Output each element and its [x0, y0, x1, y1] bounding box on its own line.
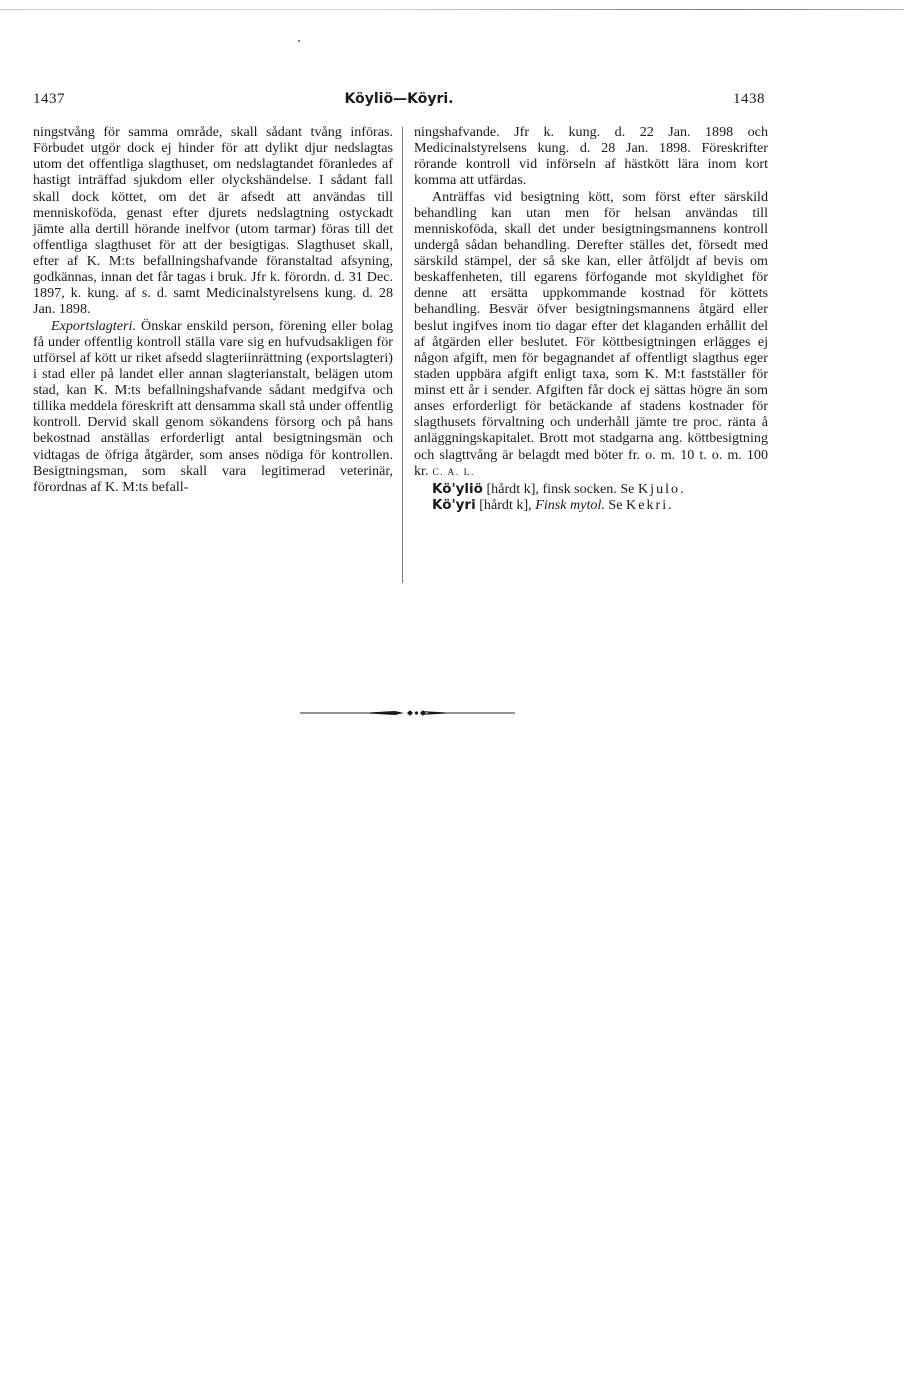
headword-koylio: Kö'yliö — [432, 480, 483, 497]
column-divider — [402, 127, 403, 583]
headword-koyri: Kö'yri — [432, 496, 476, 513]
top-edge-rule — [0, 9, 904, 10]
ornament-dot — [415, 711, 418, 714]
entry-koylio-text: [hårdt k], finsk socken. Se — [482, 480, 638, 497]
entry-koylio — [414, 481, 768, 497]
author-signature: C. A. L. — [432, 467, 475, 478]
page-header — [33, 91, 765, 111]
page-number-right: 1438 — [733, 91, 765, 107]
cross-reference-kjulo: Kjulo. — [637, 480, 686, 497]
running-title: Köyliö—Köyri. — [344, 91, 454, 107]
exportslagteri-heading: Exportslagteri. — [51, 317, 136, 334]
left-column — [33, 124, 393, 495]
right-column — [414, 124, 768, 513]
entry-koyri-italic: Finsk mytol. — [535, 496, 605, 513]
right-paragraph-2-text: Anträffas vid besigtning kött, som först efter särskild behandling kan utan men för helsan användas till menniskoföda, skall det under besigtningsmannens kontroll undergå sådan behandling. Derefter ställes det, försedt med särskild stämpel, der så ske kan, eller åtföljdt af bevis om beskaffenheten, till egarens förfogande mot skyldighet för denne att ersätta uppkommande kostnad för köttets behandling. Besvär öfver besigtningsmannens åtgärd eller beslut ingifves inom tio dagar efter det klaganden erhållit del af åtgärden eller beslutet. För köttbesigtningen erlägges ej någon afgift, men för begagnandet af offentligt slagthus eger staden uppbära afgift enligt taxa, som K. M:t fastställer för minst ett år i sender. Afgiften får dock ej sättas högre än som anses erforderligt för betäckande af stadens kostnader för slagthusets förvaltning och underhåll jämte tre proc. ränta å anläggningskapitalet. Brott mot stadgarna ang. köttbesigtning och slagttvång är belagdt med böter fr. o. m. 10 t. o. m. 100 kr. — [414, 188, 768, 479]
left-paragraph-1: ningstvång för samma område, skall sådant tvång införas. Förbudet utgör dock ej hinder för att dylikt djur nedslagtas utom det offentliga slagthuset, om nedslagtandet föranledes af hastigt inträffad sjukdom eller olyckshändelse. I sådant fall skall dock köttet, om det är afsedt att användas till menniskoföda, genast efter djurets nedslagtning ostyckadt jämte alla dertill hörande inelfvor (utom tarmar) föras till det offentliga slagthuset för att der besigtigas. Slagthuset skall, efter af K. M:ts befallningshafvande föranstaltad afsyning, godkännas, innan det får tagas i bruk. Jfr k. förordn. d. 31 Dec. 1897, k. kung. af s. d. samt Medicinalstyrelsens kung. d. 28 Jan. 1898. — [33, 124, 393, 318]
right-paragraph-2 — [414, 189, 768, 481]
end-ornament — [300, 708, 515, 718]
exportslagteri-body: Önskar enskild person, förening eller bolag få under offentlig kontroll ställa vare sig en hufvudsakligen för utförsel af kött ur riket afsedd slagteriinrättning (exportslagteri) i stad eller på landet eller annan slagterianstalt, belägen utom stad, kan K. M:ts befallningshafvande sådant medgifva och tillika meddela föreskrift att densamma skall stå under offentlig kontroll. Dervid skall genom sökandens försorg och på hans bekostnad anställas erforderligt antal besigtningsmän och vidtagas de öfriga åtgärder, som anses nödiga för kontrollen. Besigtningsman, som skall vara legitimerad veterinär, förordnas af K. M:ts befall- — [33, 317, 393, 495]
ornament-diamond-2 — [420, 710, 426, 716]
left-paragraph-2 — [33, 318, 393, 495]
ornament-left-spike — [370, 711, 404, 715]
page-number-left: 1437 — [33, 91, 65, 107]
entry-koyri-text-2: Se — [604, 496, 627, 513]
entry-koyri-text-1: [hårdt k], — [475, 496, 536, 513]
speck-mark — [298, 40, 300, 42]
right-paragraph-1: ningshafvande. Jfr k. kung. d. 22 Jan. 1898 och Medicinalstyrelsens kung. d. 28 Jan. 1898. Föreskrifter rörande kontroll vid införseln af hästkött lära inom kort komma att utfärdas. — [414, 124, 768, 189]
entry-koyri — [414, 497, 768, 513]
ornament-diamond-1 — [407, 710, 413, 716]
cross-reference-kekri: Kekri. — [626, 496, 674, 513]
